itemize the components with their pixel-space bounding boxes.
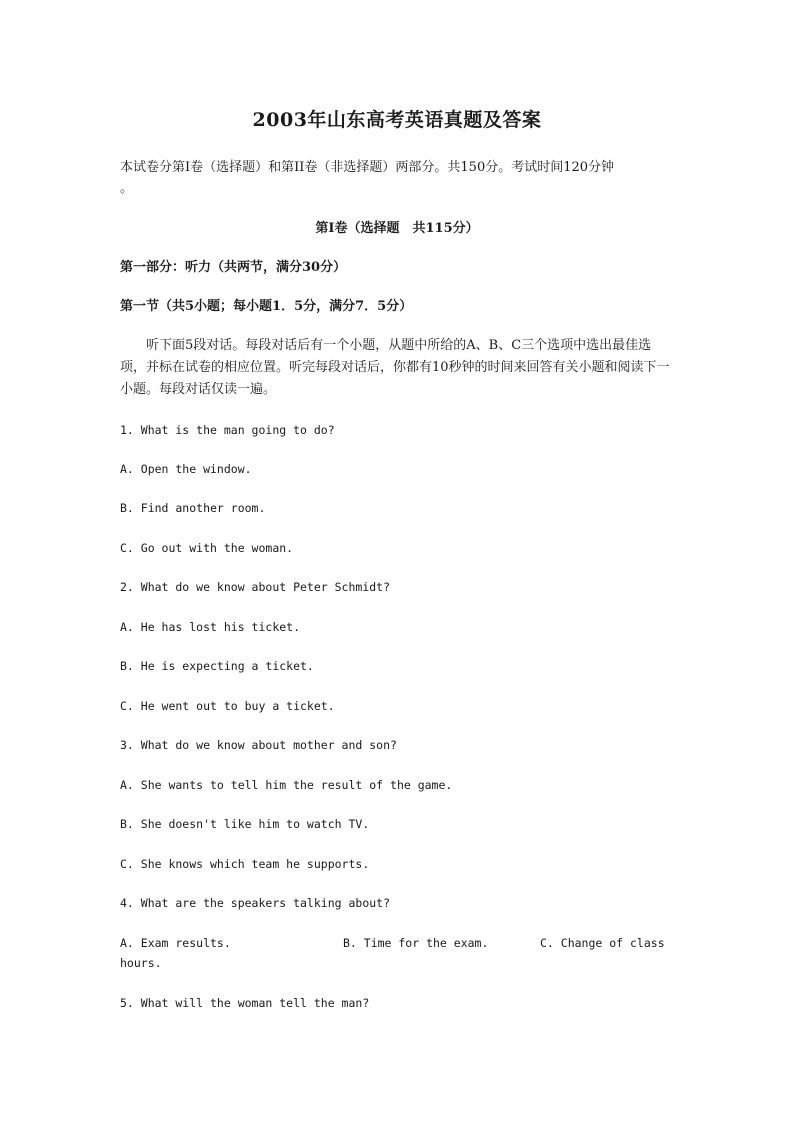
answer-options-row	[120, 933, 675, 953]
answer-option: C. Change of class	[540, 936, 665, 950]
answer-option: C. Go out with the woman.	[120, 541, 294, 555]
question-stem: 1. What is the man going to do?	[120, 423, 335, 437]
answer-option-continuation: hours.	[120, 956, 162, 970]
listening-instructions: 听下面5段对话。每段对话后有一个小题，从题中所给的A、B、C三个选项中选出最佳选项，并标在试卷的相应位置。听完每段对话后，你都有10秒钟的时间来回答有关小题和阅读下一小题。每段对话仅读一遍。	[120, 338, 670, 397]
question-stem: 2. What do we know about Peter Schmidt?	[120, 580, 391, 594]
answer-option: B. Find another room.	[120, 501, 266, 515]
exam-intro	[120, 157, 675, 199]
answer-option: A. Exam results.	[120, 936, 231, 950]
exam-intro-line: 本试卷分第Ⅰ卷（选择题）和第II卷（非选择题）两部分。共150分。考试时间120分钟	[120, 160, 615, 175]
part1-heading: 第一部分：听力（共两节，满分30分）	[120, 260, 347, 275]
question-stem: 3. What do we know about mother and son?	[120, 738, 397, 752]
answer-option: B. She doesn't like him to watch TV.	[120, 817, 370, 831]
answer-option: C. She knows which team he supports.	[120, 857, 370, 871]
exam-intro-line-end: 。	[120, 181, 134, 196]
answer-option: B. He is expecting a ticket.	[120, 659, 314, 673]
answer-option: C. He went out to buy a ticket.	[120, 699, 335, 713]
question-stem: 5. What will the woman tell the man?	[120, 996, 370, 1010]
answer-option: A. She wants to tell him the result of the game.	[120, 778, 453, 792]
answer-option: B. Time for the exam.	[343, 936, 489, 950]
page-title: 2003年山东高考英语真题及答案	[252, 109, 542, 131]
section1-heading: 第一节（共5小题；每小题1．5分，满分7．5分）	[120, 299, 413, 314]
answer-option: A. He has lost his ticket.	[120, 620, 301, 634]
volume-title: 第Ⅰ卷（选择题 共115分）	[315, 221, 479, 236]
question-stem: 4. What are the speakers talking about?	[120, 896, 391, 910]
answer-option: A. Open the window.	[120, 462, 252, 476]
